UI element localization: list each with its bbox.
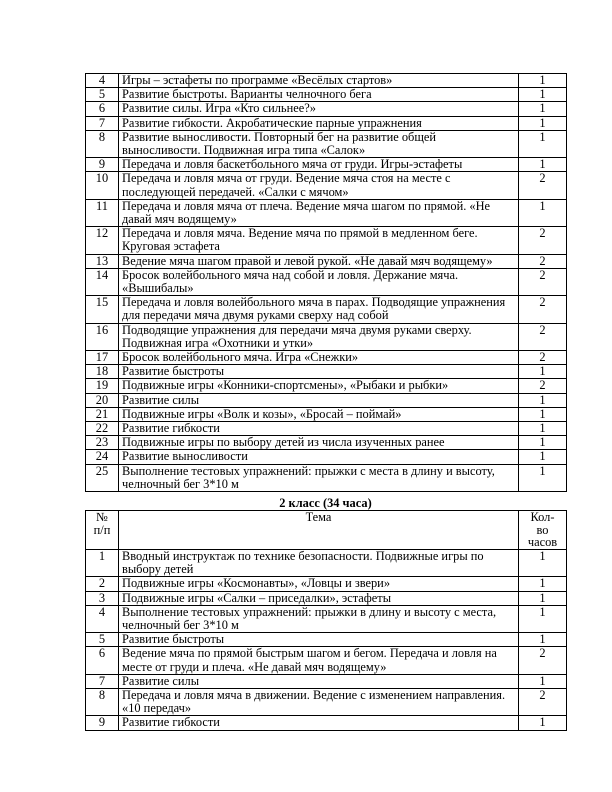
row-number: 23: [86, 436, 119, 450]
row-topic: Развитие силы. Игра «Кто сильнее?»: [119, 102, 519, 116]
table-row: [86, 254, 567, 268]
table-row: [86, 296, 567, 323]
row-number: 5: [86, 633, 119, 647]
table-row: [86, 633, 567, 647]
header-row: [86, 511, 567, 550]
row-hours: 1: [519, 393, 567, 407]
table-row: [86, 268, 567, 295]
row-hours: 2: [519, 689, 567, 716]
row-topic: Развитие быстроты: [119, 633, 519, 647]
row-hours: 1: [519, 450, 567, 464]
row-hours: 1: [519, 464, 567, 491]
row-hours: 1: [519, 88, 567, 102]
row-topic: Развитие силы: [119, 674, 519, 688]
row-hours: 1: [519, 605, 567, 632]
row-topic: Развитие быстроты: [119, 365, 519, 379]
row-hours: 1: [519, 716, 567, 730]
row-number: 24: [86, 450, 119, 464]
table-row: [86, 450, 567, 464]
row-hours: 2: [519, 351, 567, 365]
row-hours: 2: [519, 268, 567, 295]
row-hours: 1: [519, 633, 567, 647]
table-row: [86, 379, 567, 393]
table-row: [86, 407, 567, 421]
row-hours: 1: [519, 591, 567, 605]
row-topic: Развитие быстроты. Варианты челночного бега: [119, 88, 519, 102]
row-number: 13: [86, 254, 119, 268]
table-row: [86, 591, 567, 605]
row-number: 19: [86, 379, 119, 393]
row-topic: Передача и ловля мяча. Ведение мяча по прямой в медленном беге. Круговая эстафета: [119, 227, 519, 254]
table-header: [86, 511, 567, 550]
row-topic: Подвижные игры «Конники-спортсмены», «Рыбаки и рыбки»: [119, 379, 519, 393]
table-row: [86, 74, 567, 88]
row-hours: 1: [519, 674, 567, 688]
row-hours: 1: [519, 116, 567, 130]
row-hours: 2: [519, 172, 567, 199]
table-row: [86, 716, 567, 730]
row-hours: 1: [519, 102, 567, 116]
row-topic: Развитие гибкости: [119, 716, 519, 730]
row-number: 9: [86, 158, 119, 172]
row-topic: Передача и ловля мяча от груди. Ведение мяча стоя на месте с последующей передачей. «Салки с мячом»: [119, 172, 519, 199]
row-topic: Передача и ловля мяча от плеча. Ведение мяча шагом по прямой. «Не давай мяч водящему»: [119, 199, 519, 226]
table-row: [86, 351, 567, 365]
row-number: 10: [86, 172, 119, 199]
row-number: 9: [86, 716, 119, 730]
row-topic: Развитие силы: [119, 393, 519, 407]
row-topic: Развитие гибкости. Акробатические парные упражнения: [119, 116, 519, 130]
table-row: [86, 436, 567, 450]
table-row: [86, 158, 567, 172]
header-topic: Тема: [119, 511, 519, 550]
row-number: 7: [86, 674, 119, 688]
row-number: 15: [86, 296, 119, 323]
row-topic: Передача и ловля волейбольного мяча в парах. Подводящие упражнения для передачи мяча двумя руками сверху над собой: [119, 296, 519, 323]
table-row: [86, 365, 567, 379]
table-row: [86, 464, 567, 491]
row-hours: 1: [519, 130, 567, 157]
row-number: 4: [86, 74, 119, 88]
row-number: 6: [86, 647, 119, 674]
lessons-table-continued: [85, 73, 567, 492]
row-topic: Подводящие упражнения для передачи мяча двумя руками сверху. Подвижная игра «Охотники и утки»: [119, 323, 519, 350]
grade-2-heading: 2 класс (34 часа): [279, 496, 372, 510]
table-row: [86, 605, 567, 632]
row-hours: 1: [519, 158, 567, 172]
row-number: 1: [86, 550, 119, 577]
row-hours: 2: [519, 379, 567, 393]
row-topic: Развитие выносливости. Повторный бег на развитие общей выносливости. Подвижная игра типа «Салок»: [119, 130, 519, 157]
row-hours: 2: [519, 323, 567, 350]
row-topic: Подвижные игры «Салки – приседалки», эстафеты: [119, 591, 519, 605]
row-hours: 1: [519, 550, 567, 577]
table-row: [86, 689, 567, 716]
row-number: 14: [86, 268, 119, 295]
row-hours: 1: [519, 74, 567, 88]
row-number: 12: [86, 227, 119, 254]
row-number: 11: [86, 199, 119, 226]
table-row: [86, 102, 567, 116]
grade-2-lessons-table: [85, 510, 567, 731]
row-number: 17: [86, 351, 119, 365]
table-row: [86, 647, 567, 674]
row-topic: Развитие гибкости: [119, 422, 519, 436]
header-number: № п/п: [86, 511, 119, 550]
row-number: 25: [86, 464, 119, 491]
row-topic: Подвижные игры «Волк и козы», «Бросай – поймай»: [119, 407, 519, 421]
header-hours: Кол-во часов: [519, 511, 567, 550]
table-row: [86, 393, 567, 407]
row-hours: 2: [519, 227, 567, 254]
lessons-table-body: [86, 74, 567, 492]
row-hours: 1: [519, 577, 567, 591]
row-topic: Подвижные игры «Космонавты», «Ловцы и звери»: [119, 577, 519, 591]
row-topic: Передача и ловля баскетбольного мяча от груди. Игры-эстафеты: [119, 158, 519, 172]
table-row: [86, 130, 567, 157]
table-row: [86, 199, 567, 226]
row-number: 8: [86, 689, 119, 716]
table-row: [86, 323, 567, 350]
row-topic: Выполнение тестовых упражнений: прыжки с места в длину и высоту, челночный бег 3*10 м: [119, 464, 519, 491]
row-number: 3: [86, 591, 119, 605]
row-topic: Ведение мяча по прямой быстрым шагом и бегом. Передача и ловля на месте от груди и плеча. «Не давай мяч водящему»: [119, 647, 519, 674]
table-row: [86, 88, 567, 102]
grade-2-table-body: [86, 550, 567, 731]
table-row: [86, 227, 567, 254]
row-hours: 2: [519, 254, 567, 268]
row-topic: Передача и ловля мяча в движении. Ведение с изменением направления. «10 передач»: [119, 689, 519, 716]
row-hours: 1: [519, 365, 567, 379]
row-topic: Развитие выносливости: [119, 450, 519, 464]
row-number: 6: [86, 102, 119, 116]
row-number: 4: [86, 605, 119, 632]
row-number: 18: [86, 365, 119, 379]
row-number: 8: [86, 130, 119, 157]
table-row: [86, 116, 567, 130]
row-topic: Бросок волейбольного мяча. Игра «Снежки»: [119, 351, 519, 365]
table-row: [86, 550, 567, 577]
row-topic: Игры – эстафеты по программе «Весёлых стартов»: [119, 74, 519, 88]
row-number: 21: [86, 407, 119, 421]
row-hours: 1: [519, 422, 567, 436]
row-number: 16: [86, 323, 119, 350]
row-hours: 1: [519, 436, 567, 450]
row-topic: Вводный инструктаж по технике безопасности. Подвижные игры по выбору детей: [119, 550, 519, 577]
table-row: [86, 577, 567, 591]
row-hours: 2: [519, 296, 567, 323]
table-row: [86, 172, 567, 199]
row-number: 22: [86, 422, 119, 436]
row-topic: Подвижные игры по выбору детей из числа изученных ранее: [119, 436, 519, 450]
row-topic: Ведение мяча шагом правой и левой рукой. «Не давай мяч водящему»: [119, 254, 519, 268]
row-topic: Бросок волейбольного мяча над собой и ловля. Держание мяча. «Вышибалы»: [119, 268, 519, 295]
table-row: [86, 422, 567, 436]
row-hours: 2: [519, 647, 567, 674]
row-hours: 1: [519, 199, 567, 226]
row-number: 2: [86, 577, 119, 591]
row-topic: Выполнение тестовых упражнений: прыжки в длину и высоту с места, челночный бег 3*10 м: [119, 605, 519, 632]
row-number: 7: [86, 116, 119, 130]
row-hours: 1: [519, 407, 567, 421]
table-row: [86, 674, 567, 688]
row-number: 20: [86, 393, 119, 407]
row-number: 5: [86, 88, 119, 102]
